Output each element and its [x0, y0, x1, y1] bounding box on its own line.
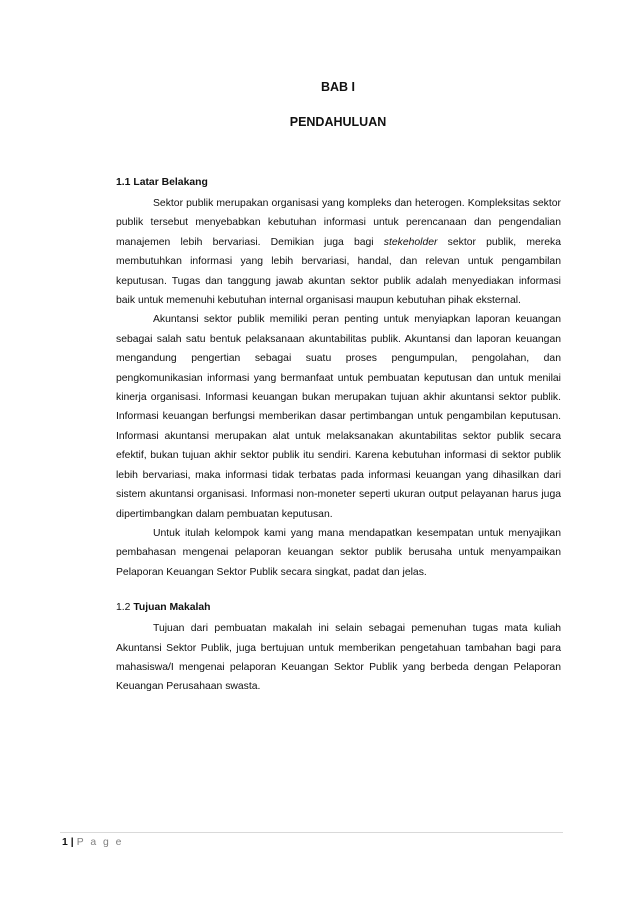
paragraph-4: Tujuan dari pembuatan makalah ini selain sebagai pemenuhan tugas mata kuliah Akuntansi Sektor Publik, juga bertujuan untuk memberikan pengetahuan tambahan bagi para mahasiswa/I mengenai pelaporan Keuangan Sektor Publik yang berbeda dengan Pelaporan Keuangan Perusahaan swasta. — [116, 623, 561, 693]
section-heading-1-2 — [116, 600, 561, 615]
paragraph-1-text-b: sektor publik, mereka membutuhkan informasi yang lebih bervariasi, handal, dan relevan untuk pengambilan keputusan. Tugas dan tanggung jawab akuntan sektor publik adalah menyediakan informasi baik untuk memenuhi kebutuhan internal organisasi maupun kebutuhan pihak eksternal. — [116, 236, 561, 307]
section-heading-1-1 — [116, 175, 561, 190]
page-number: 1 — [62, 837, 68, 848]
paragraph-1-text-a: Sektor publik merupakan organisasi yang kompleks dan heterogen. Kompleksitas sektor publik tersebut menyebabkan kebutuhan informasi untuk perencanaan dan pengendalian manajemen lebih bervariasi. Demikian juga bagi — [116, 198, 561, 248]
section-title: Tujuan Makalah — [133, 602, 211, 614]
footer-separator: | — [70, 837, 74, 848]
page-footer — [62, 837, 123, 848]
section-number: 1.2 — [116, 602, 131, 614]
chapter-number: BAB I — [320, 80, 356, 94]
chapter-title: PENDAHULUAN — [289, 115, 387, 129]
paragraph-1 — [116, 194, 561, 310]
paragraph-3: Untuk itulah kelompok kami yang mana mendapatkan kesempatan untuk menyajikan pembahasan mengenai pelaporan keuangan sektor publik berusaha untuk menyampaikan Pelaporan Keuangan Sektor Publik secara singkat, padat dan jelas. — [116, 527, 561, 578]
paragraph-1-emphasis: stekeholder — [383, 236, 438, 248]
document-body — [116, 175, 561, 697]
section-number: 1.1 — [116, 177, 131, 188]
footer-divider — [60, 832, 563, 833]
page-label: P a g e — [76, 837, 124, 848]
paragraph-2: Akuntansi sektor publik memiliki peran penting untuk menyiapkan laporan keuangan sebagai salah satu bentuk pelaksanaan akuntabilitas publik. Akuntansi dan laporan keuangan mengandung pengertian sebagai suatu proses pengumpulan, pengolahan, dan pengkomunikasian informasi yang bermanfaat untuk pembuatan keputusan dan untuk menilai kinerja organisasi. Informasi keuangan bukan merupakan tujuan akhir akuntansi sektor publik. Informasi keuangan berfungsi memberikan dasar pertimbangan untuk pengambilan keputusan. Informasi akuntansi merupakan alat untuk melaksanakan akuntabilitas sektor publik secara efektif, bukan tujuan akhir sektor publik itu sendiri. Karena kebutuhan informasi di sektor publik lebih bervariasi, maka informasi tidak terbatas pada informasi keuangan yang dihasilkan dari sistem akuntansi organisasi. Informasi non-moneter seperti ukuran output pelayanan harus juga dipertimbangkan dalam pembuatan keputusan. — [116, 314, 561, 520]
section-title: Latar Belakang — [133, 177, 208, 188]
